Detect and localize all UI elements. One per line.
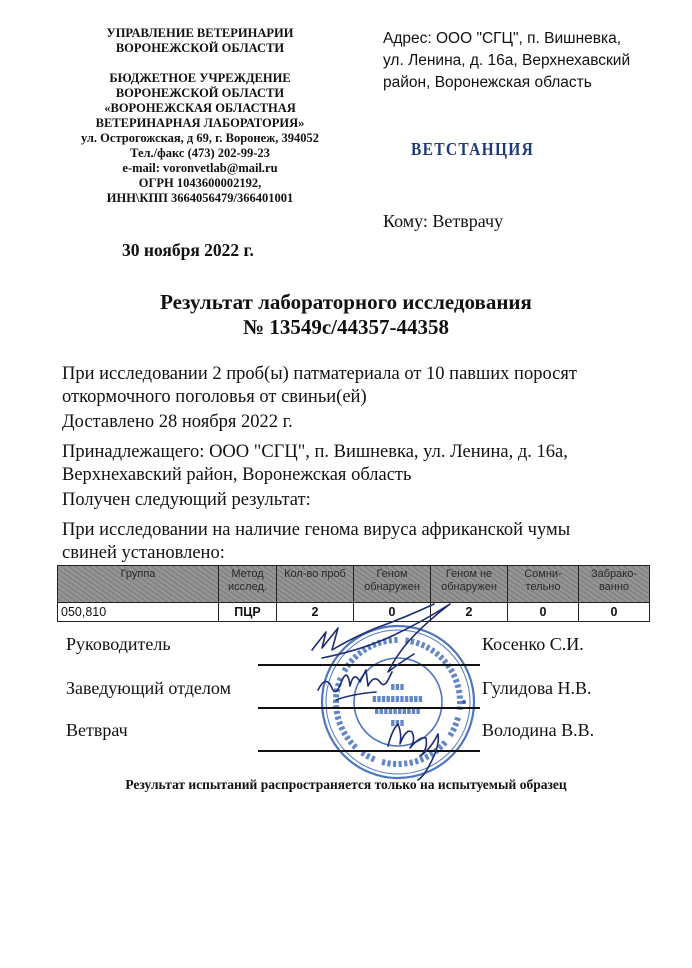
seal-glyph-mark bbox=[333, 700, 339, 703]
seal-glyph-mark bbox=[333, 694, 339, 698]
seal-glyph-mark bbox=[348, 739, 355, 745]
seal-glyph-mark bbox=[342, 667, 349, 673]
col-header-doubtful bbox=[508, 566, 579, 603]
signature-name-dept: Гулидова Н.В. bbox=[482, 678, 592, 698]
study-target bbox=[62, 519, 682, 565]
signature-line bbox=[258, 664, 480, 666]
header-text: исслед. bbox=[228, 581, 267, 593]
seal-glyph-mark bbox=[370, 755, 375, 762]
seal-glyph-mark bbox=[441, 740, 448, 746]
seal-glyph-mark bbox=[415, 640, 420, 647]
seal-glyph-mark bbox=[361, 647, 367, 654]
seal-glyph-mark bbox=[420, 642, 425, 649]
seal-glyph-mark bbox=[451, 673, 458, 678]
seal-glyph-mark bbox=[357, 650, 363, 657]
seal-glyph-mark bbox=[448, 668, 455, 674]
letterhead-line: ВЕТЕРИНАРНАЯ ЛАБОРАТОРИЯ» bbox=[95, 116, 305, 130]
seal-glyph-mark bbox=[448, 731, 455, 737]
seal-glyph-mark bbox=[391, 684, 394, 690]
cell-method: ПЦР bbox=[219, 603, 277, 622]
seal-glyph-mark bbox=[396, 696, 399, 702]
recipient-address-line: Адрес: ООО "СГЦ", п. Вишневка, bbox=[383, 30, 622, 47]
seal-glyph-mark bbox=[344, 735, 351, 741]
seal-glyph-mark bbox=[335, 716, 342, 721]
seal-glyph-mark bbox=[334, 710, 340, 714]
seal-glyph-mark bbox=[348, 658, 355, 664]
header-text: Геном bbox=[376, 568, 408, 580]
seal-glyph-mark bbox=[384, 708, 387, 714]
seal-glyph-mark bbox=[425, 644, 431, 651]
title-line: Результат лабораторного исследования bbox=[160, 290, 532, 314]
letterhead-line: БЮДЖЕТНОЕ УЧРЕЖДЕНИЕ bbox=[109, 71, 291, 85]
body-line: откормочного поголовья от свиньи(ей) bbox=[62, 387, 367, 407]
owner-info bbox=[62, 441, 682, 487]
header-text: обнаружен bbox=[364, 581, 420, 593]
col-header-rejected bbox=[579, 566, 650, 603]
lab-address: ул. Острогожская, д 69, г. Воронеж, 394052 bbox=[80, 131, 319, 145]
seal-lettering-glyphs bbox=[333, 637, 463, 767]
results-table bbox=[57, 565, 650, 622]
letterhead-line: ВОРОНЕЖСКОЙ ОБЛАСТИ bbox=[115, 41, 285, 55]
seal-glyph-mark bbox=[456, 690, 462, 694]
seal-glyph-mark bbox=[434, 651, 440, 658]
seal-glyph-mark bbox=[396, 684, 399, 690]
recipient-address bbox=[383, 28, 683, 94]
letterhead-line: УПРАВЛЕНИЕ ВЕТЕРИНАРИИ bbox=[106, 26, 294, 40]
col-header-sample-count bbox=[277, 566, 354, 603]
seal-glyph-mark bbox=[429, 751, 435, 758]
header-text: Метод bbox=[231, 568, 264, 580]
seal-glyph-mark bbox=[387, 760, 391, 766]
seal-glyph-mark bbox=[414, 758, 419, 765]
report-number: № 13549с/44357-44358 bbox=[242, 315, 449, 339]
seal-glyph-mark bbox=[393, 708, 396, 714]
seal-glyph-mark bbox=[455, 684, 462, 689]
round-seal-stamp bbox=[318, 622, 478, 782]
body-line: Верхнехавский район, Воронежская область bbox=[62, 465, 412, 485]
seal-glyph-mark bbox=[388, 637, 392, 643]
col-header-group bbox=[58, 566, 219, 603]
seal-glyph-mark bbox=[389, 708, 392, 714]
body-line: При исследовании на наличие генома вируса африканской чумы bbox=[62, 520, 571, 540]
table-header-row bbox=[58, 566, 650, 603]
seal-glyph-mark bbox=[398, 708, 401, 714]
footer-disclaimer: Результат испытаний распространяется только на испытуемый образец bbox=[125, 777, 567, 792]
seal-glyph-mark bbox=[373, 696, 376, 702]
signature-role-head: Руководитель bbox=[66, 634, 171, 654]
seal-glyph-mark bbox=[391, 720, 394, 726]
body-line: При исследовании 2 проб(ы) патматериала от 10 павших поросят bbox=[62, 364, 577, 384]
cell-group: 050,810 bbox=[58, 603, 219, 622]
seal-glyph-mark bbox=[352, 654, 358, 661]
seal-glyph-mark bbox=[410, 638, 415, 645]
seal-glyph-mark bbox=[409, 759, 413, 766]
table-row bbox=[58, 603, 650, 622]
cell-genome-detected: 0 bbox=[354, 603, 431, 622]
letterhead-line: «ВОРОНЕЖСКАЯ ОБЛАСТНАЯ bbox=[104, 101, 296, 115]
seal-glyph-mark bbox=[336, 721, 343, 726]
document-date: 30 ноября 2022 г. bbox=[122, 240, 254, 260]
seal-glyph-mark bbox=[377, 639, 382, 646]
seal-glyph-mark bbox=[337, 677, 344, 682]
header-text: Кол-во проб bbox=[284, 568, 346, 580]
col-header-method bbox=[219, 566, 277, 603]
document-title bbox=[0, 290, 692, 340]
vetstation-stamp: ВЕТСТАНЦИЯ bbox=[411, 139, 535, 159]
seal-glyph-mark bbox=[454, 717, 461, 722]
header-text: ванно bbox=[598, 581, 630, 593]
header-text: Группа bbox=[120, 568, 156, 580]
cell-sample-count: 2 bbox=[277, 603, 354, 622]
seal-dot bbox=[462, 700, 466, 704]
result-intro: Получен следующий результат: bbox=[62, 490, 311, 510]
seal-glyph-mark bbox=[366, 644, 372, 651]
seal-glyph-mark bbox=[412, 708, 415, 714]
lab-email: e-mail: voronvetlab@mail.ru bbox=[122, 161, 278, 175]
addressee: Кому: Ветврачу bbox=[383, 211, 504, 231]
seal-glyph-mark bbox=[341, 730, 348, 736]
seal-glyph-mark bbox=[394, 637, 397, 643]
body-line: свиней установлено: bbox=[62, 543, 225, 563]
cell-genome-not-detected: 2 bbox=[431, 603, 508, 622]
seal-glyph-mark bbox=[393, 761, 397, 767]
seal-glyph-mark bbox=[416, 708, 419, 714]
seal-glyph-mark bbox=[457, 695, 463, 699]
seal-glyph-mark bbox=[381, 759, 386, 766]
seal-glyph-mark bbox=[391, 696, 394, 702]
cell-rejected: 0 bbox=[579, 603, 650, 622]
seal-glyph-mark bbox=[334, 688, 340, 692]
seal-glyph-mark bbox=[419, 756, 424, 763]
seal-glyph-mark bbox=[339, 726, 346, 731]
header-text: Забрако- bbox=[590, 568, 637, 580]
study-description bbox=[62, 363, 682, 409]
lab-inn-kpp: ИНН\КПП 3664056479/366401001 bbox=[106, 191, 294, 205]
seal-glyph-mark bbox=[400, 720, 403, 726]
seal-glyph-mark bbox=[383, 638, 387, 645]
signature-line bbox=[258, 750, 480, 752]
signature-role-vet: Ветврач bbox=[66, 720, 128, 740]
seal-glyph-mark bbox=[438, 654, 444, 661]
seal-glyph-mark bbox=[405, 637, 409, 643]
signature-name-head: Косенко С.И. bbox=[482, 634, 584, 654]
header-text: Геном не bbox=[445, 568, 493, 580]
seal-glyph-mark bbox=[424, 754, 430, 761]
seal-glyph-mark bbox=[335, 683, 342, 688]
seal-glyph-mark bbox=[400, 684, 403, 690]
seal-glyph-mark bbox=[382, 696, 385, 702]
seal-glyph-mark bbox=[396, 720, 399, 726]
seal-glyph-mark bbox=[414, 696, 417, 702]
seal-glyph-mark bbox=[430, 647, 436, 654]
seal-glyph-mark bbox=[405, 696, 408, 702]
seal-glyph-mark bbox=[351, 743, 357, 750]
round-seal-image bbox=[318, 622, 478, 782]
seal-glyph-mark bbox=[450, 727, 457, 733]
seal-glyph-mark bbox=[365, 753, 371, 760]
seal-glyph-mark bbox=[407, 708, 410, 714]
signature-line bbox=[258, 707, 480, 709]
seal-glyph-mark bbox=[410, 696, 413, 702]
lab-ogrn: ОГРН 1043600002192, bbox=[138, 176, 262, 190]
cell-doubtful: 0 bbox=[508, 603, 579, 622]
seal-glyph-mark bbox=[377, 696, 380, 702]
seal-glyph-mark bbox=[375, 708, 378, 714]
header-text: обнаружен bbox=[441, 581, 497, 593]
header-text: Сомни- bbox=[524, 568, 562, 580]
header-text: тельно bbox=[525, 581, 561, 593]
seal-glyph-mark bbox=[419, 696, 422, 702]
col-header-genome-not-detected bbox=[431, 566, 508, 603]
letterhead-line: ВОРОНЕЖСКОЙ ОБЛАСТИ bbox=[115, 86, 285, 100]
seal-glyph-mark bbox=[453, 678, 460, 683]
seal-glyph-mark bbox=[400, 696, 403, 702]
seal-glyph-mark bbox=[387, 696, 390, 702]
lab-phone: Тел./факс (473) 202-99-23 bbox=[130, 146, 270, 160]
seal-glyph-mark bbox=[452, 722, 459, 727]
seal-glyph-mark bbox=[398, 761, 401, 767]
signature-name-vet: Володина В.В. bbox=[482, 720, 595, 740]
lab-letterhead bbox=[60, 26, 340, 206]
signature-role-dept: Заведующий отделом bbox=[66, 678, 231, 698]
letterhead-gap bbox=[60, 56, 340, 71]
seal-glyph-mark bbox=[403, 708, 406, 714]
seal-glyph-mark bbox=[380, 708, 383, 714]
body-line: Принадлежащего: ООО "СГЦ", п. Вишневка, ул. Ленина, д. 16а, bbox=[62, 442, 568, 462]
seal-glyph-mark bbox=[372, 641, 377, 648]
recipient-address-line: ул. Ленина, д. 16а, Верхнехавский bbox=[383, 52, 631, 69]
recipient-address-line: район, Воронежская область bbox=[383, 74, 592, 91]
seal-glyph-mark bbox=[404, 760, 408, 766]
delivery-date: Доставлено 28 ноября 2022 г. bbox=[62, 412, 293, 432]
col-header-genome-detected bbox=[354, 566, 431, 603]
